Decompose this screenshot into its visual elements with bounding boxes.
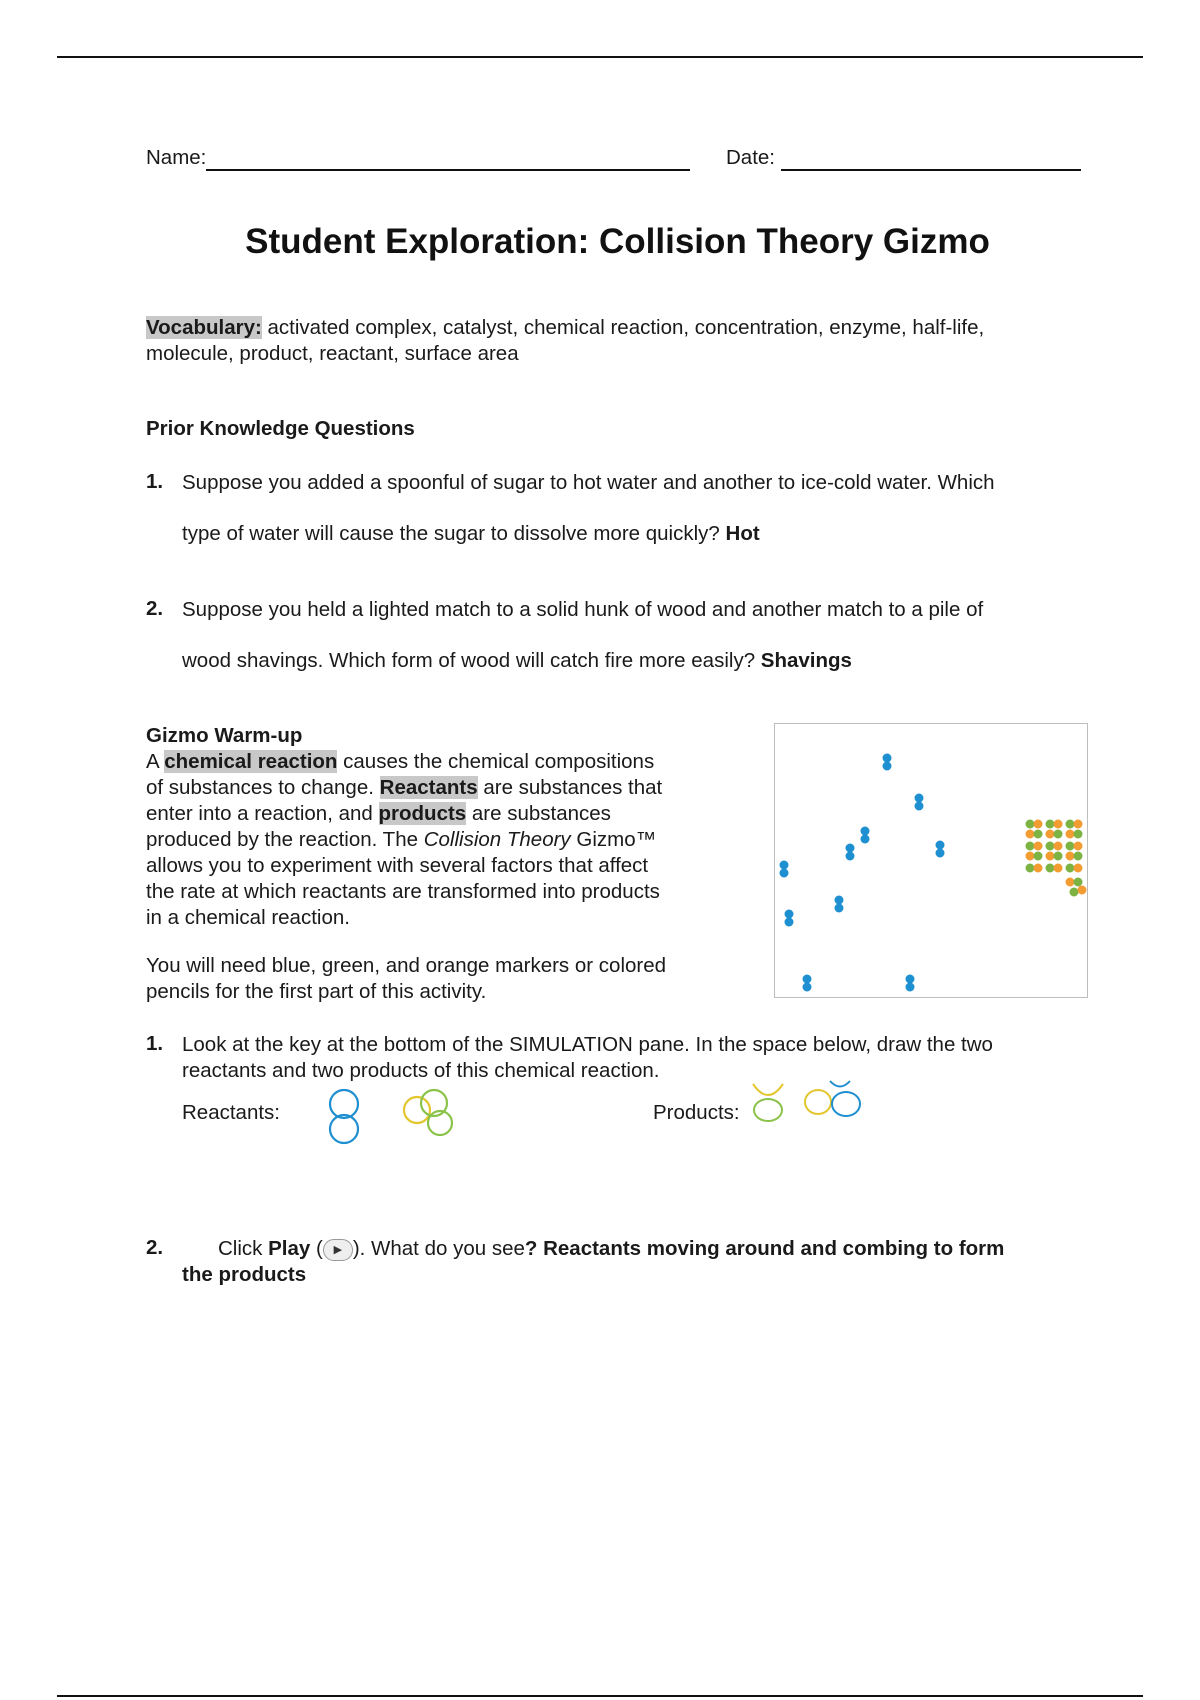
warmup-text: causes the chemical compositions: [337, 750, 655, 773]
product-drawing-1: [753, 1084, 783, 1121]
warmup-text: of substances to change.: [146, 776, 380, 799]
warmup-paragraph-1: [146, 749, 726, 931]
warmup-q2-answer-2: the products: [182, 1263, 307, 1286]
warmup-text: produced by the reaction. The: [146, 828, 424, 851]
product-drawing-2: [805, 1081, 860, 1116]
product-drawings: [748, 1078, 868, 1128]
date-field[interactable]: [726, 145, 1081, 171]
top-rule: [57, 56, 1143, 58]
name-field[interactable]: [146, 145, 690, 171]
page-title: Student Exploration: Collision Theory Gizmo: [245, 222, 990, 261]
warmup-q1-text: [182, 1032, 1102, 1084]
warmup-q2-number: 2.: [146, 1236, 164, 1259]
blue-molecule: [906, 975, 915, 992]
warmup-q2-text-c: ). What do you see: [352, 1237, 525, 1260]
simulation-svg: [775, 724, 1087, 997]
term-reactants: Reactants: [379, 776, 478, 799]
vocabulary: [146, 315, 1106, 367]
warmup-paragraph-2: [146, 953, 726, 1005]
blue-molecule: [861, 827, 870, 844]
pk-q1-line2: type of water will cause the sugar to dissolve more quickly?: [182, 522, 720, 545]
reactant-drawings: [320, 1088, 470, 1158]
bottom-rule: [57, 1695, 1143, 1697]
pk-q2-line1: Suppose you held a lighted match to a solid hunk of wood and another match to a pile of: [182, 598, 984, 621]
vocabulary-terms-1: activated complex, catalyst, chemical reaction, concentration, enzyme, half-life,: [261, 316, 985, 339]
warmup-q1-line2: reactants and two products of this chemical reaction.: [182, 1059, 660, 1082]
warmup-q2-text: [182, 1236, 1102, 1288]
date-label: Date:: [726, 146, 775, 169]
warmup-text: the rate at which reactants are transformed into products: [146, 880, 660, 903]
blue-molecule: [936, 841, 945, 858]
products-label: Products:: [653, 1101, 740, 1124]
term-chemical-reaction: chemical reaction: [164, 750, 338, 773]
blue-molecule: [846, 844, 855, 861]
yellow-green-reactant-drawing: [404, 1090, 452, 1135]
date-blank[interactable]: [781, 149, 1081, 171]
warmup-q1-line1: Look at the key at the bottom of the SIMULATION pane. In the space below, draw the two: [182, 1033, 993, 1056]
warmup-text: are substances: [466, 802, 611, 825]
blue-reactant-drawing: [330, 1090, 358, 1143]
pk-q2-answer: Shavings: [760, 649, 852, 672]
warmup-text: pencils for the first part of this activity.: [146, 980, 487, 1003]
pk-q2-text: [182, 597, 1082, 674]
warmup-text: in a chemical reaction.: [146, 906, 350, 929]
blue-molecule: [915, 794, 924, 811]
term-products: products: [378, 802, 467, 825]
warmup-text: A: [146, 750, 165, 773]
warmup-q1-number: 1.: [146, 1032, 164, 1055]
pk-q1-line1: Suppose you added a spoonful of sugar to hot water and another to ice-cold water. Which: [182, 471, 995, 494]
warmup-text: are substances that: [477, 776, 663, 799]
warmup-q2-text-b: (: [310, 1237, 323, 1260]
blue-molecule: [883, 754, 892, 771]
vocabulary-label: Vocabulary:: [146, 316, 262, 339]
prior-knowledge-heading: Prior Knowledge Questions: [146, 417, 415, 440]
pk-q2-number: 2.: [146, 597, 164, 620]
warmup-q2-text-a: Click: [218, 1237, 269, 1260]
name-label: Name:: [146, 146, 207, 169]
warmup-text: allows you to experiment with several factors that affect: [146, 854, 649, 877]
blue-molecule: [785, 910, 794, 927]
simulation-image: [774, 723, 1088, 998]
blue-molecule: [835, 896, 844, 913]
name-blank[interactable]: [206, 149, 690, 171]
vocabulary-terms-2: molecule, product, reactant, surface area: [146, 342, 519, 365]
play-label: Play: [268, 1237, 311, 1260]
collision-theory-italic: Collision Theory: [423, 828, 571, 851]
pk-q2-line2: wood shavings. Which form of wood will catch fire more easily?: [182, 649, 756, 672]
play-button-icon: ▶: [323, 1239, 353, 1261]
warmup-text: You will need blue, green, and orange markers or colored: [146, 954, 667, 977]
warmup-text: enter into a reaction, and: [146, 802, 379, 825]
product-molecule-cluster: [1026, 820, 1087, 897]
warmup-heading: Gizmo Warm-up: [146, 724, 303, 747]
blue-molecule: [780, 861, 789, 878]
pk-q1-number: 1.: [146, 470, 164, 493]
warmup-q2-answer-1: ? Reactants moving around and combing to form: [524, 1237, 1005, 1260]
reactants-label: Reactants:: [182, 1101, 280, 1124]
warmup-text: Gizmo™: [570, 828, 657, 851]
blue-molecule: [803, 975, 812, 992]
pk-q1-text: [182, 470, 1082, 547]
blue-molecules: [780, 754, 945, 992]
pk-q1-answer: Hot: [725, 522, 760, 545]
